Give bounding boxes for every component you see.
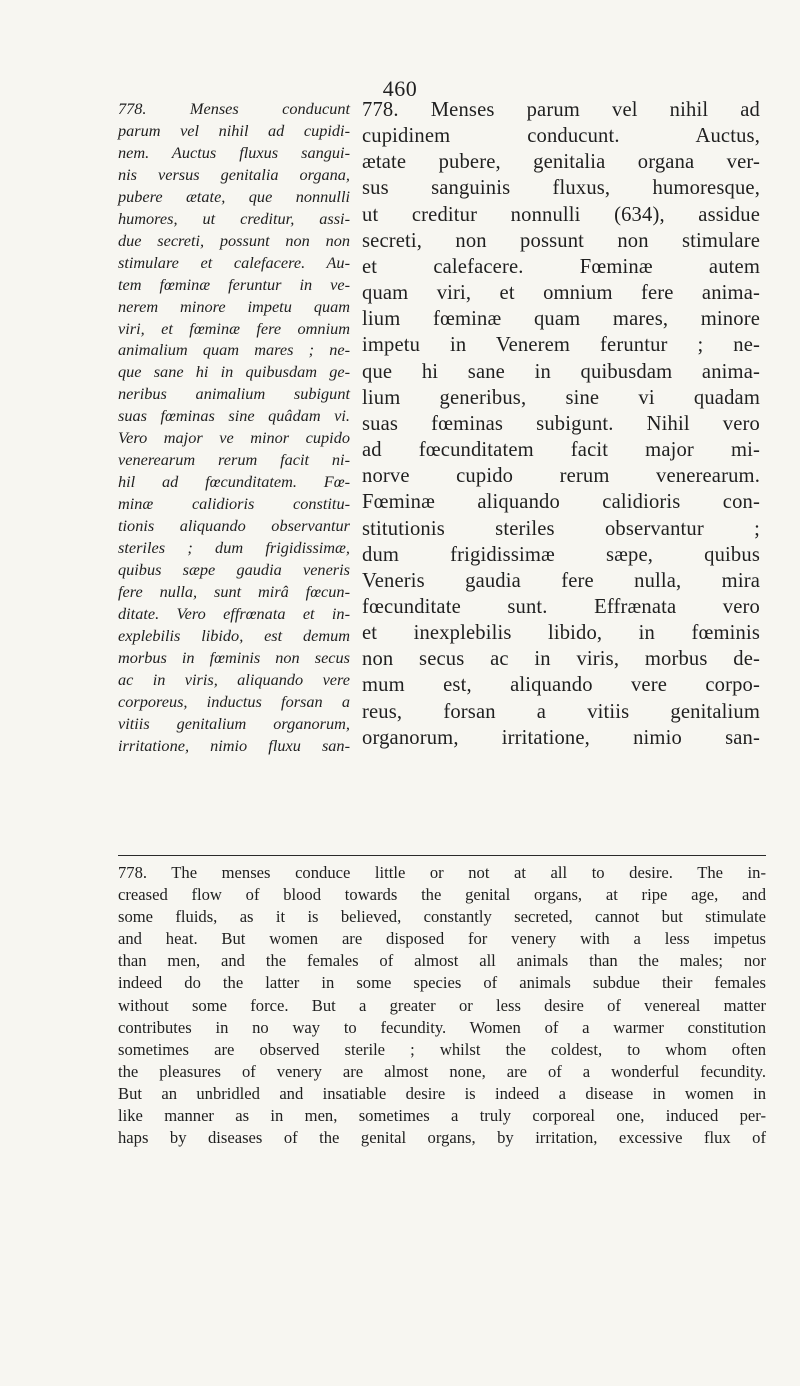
latin-notes-line: ditate. Vero effrœnata et in-: [118, 603, 350, 623]
english-line: But an unbridled and insatiable desire is indeed a disease in women in: [118, 1083, 766, 1103]
latin-notes-line: irritatione, nimio fluxu san-: [118, 735, 350, 755]
latin-text-line: et calefacere. Fœminæ autem: [362, 255, 760, 278]
english-line: haps by diseases of the genital organs, by irritation, excessive flux of: [118, 1128, 766, 1148]
latin-notes-line: nerem minore impetu quam: [118, 296, 350, 316]
latin-text-line: Veneris gaudia fere nulla, mira: [362, 569, 760, 592]
latin-text-line: non secus ac in viris, morbus de-: [362, 648, 760, 671]
latin-text-line: fœcunditate sunt. Effrænata vero: [362, 595, 760, 618]
english-line: sometimes are observed sterile ; whilst the coldest, to whom often: [118, 1039, 766, 1059]
latin-notes-line: neribus animalium subigunt: [118, 384, 350, 404]
english-line: indeed do the latter in some species of animals subdue their females: [118, 973, 766, 993]
english-line: the pleasures of venery are almost none, are of a wonderful fecundity.: [118, 1061, 766, 1081]
latin-notes-line: tionis aliquando observantur: [118, 516, 350, 536]
english-line: without some force. But a greater or less desire of venereal matter: [118, 995, 766, 1015]
latin-text-line: ætate pubere, genitalia organa ver-: [362, 151, 760, 174]
latin-text-line: impetu in Venerem feruntur ; ne-: [362, 334, 760, 357]
latin-text-line: 778. Menses parum vel nihil ad: [362, 99, 760, 121]
latin-text-line: reus, forsan a vitiis genitalium: [362, 700, 760, 723]
latin-text-line: ut creditur nonnulli (634), assidue: [362, 203, 760, 226]
latin-text-line: sus sanguinis fluxus, humoresque,: [362, 177, 760, 200]
latin-text-line: organorum, irritatione, nimio san-: [362, 726, 760, 749]
english-line: 778. The menses conduce little or not at all to desire. The in-: [118, 863, 766, 882]
latin-notes-line: venerearum rerum facit ni-: [118, 450, 350, 470]
latin-notes-line: viri, et fœminæ fere omnium: [118, 318, 350, 338]
latin-notes-line: nem. Auctus fluxus sangui-: [118, 142, 350, 162]
english-line: contributes in no way to fecundity. Women of a warmer constitution: [118, 1017, 766, 1037]
latin-text-line: lium generibus, sine vi quadam: [362, 386, 760, 409]
latin-notes-line: corporeus, inductus forsan a: [118, 691, 350, 711]
latin-text-line: que hi sane in quibusdam anima-: [362, 360, 760, 383]
latin-notes-line: steriles ; dum frigidissimæ,: [118, 538, 350, 558]
latin-text-line: suas fœminas subigunt. Nihil vero: [362, 412, 760, 435]
latin-notes-line: parum vel nihil ad cupidi-: [118, 120, 350, 140]
latin-notes-line: nis versus genitalia organa,: [118, 164, 350, 184]
section-divider: [118, 855, 766, 856]
latin-text-line: mum est, aliquando vere corpo-: [362, 674, 760, 697]
latin-text-line: dum frigidissimæ sæpe, quibus: [362, 543, 760, 566]
latin-notes-line: quibus sæpe gaudia veneris: [118, 560, 350, 580]
latin-notes-line: tem fœminæ feruntur in ve-: [118, 274, 350, 294]
latin-notes-line: Vero major ve minor cupido: [118, 428, 350, 448]
latin-notes-line: fere nulla, sunt mirâ fœcun-: [118, 581, 350, 601]
latin-text-line: lium fœminæ quam mares, minore: [362, 308, 760, 331]
latin-notes-line: animalium quam mares ; ne-: [118, 340, 350, 360]
english-line: like manner as in men, sometimes a truly corporeal one, induced per-: [118, 1106, 766, 1126]
latin-notes-line: morbus in fœminis non secus: [118, 647, 350, 667]
latin-notes-line: hil ad fœcunditatem. Fœ-: [118, 472, 350, 492]
latin-notes-column: [118, 98, 350, 757]
latin-text-line: quam viri, et omnium fere anima-: [362, 282, 760, 305]
latin-notes-line: ac in viris, aliquando vere: [118, 669, 350, 689]
latin-notes-line: due secreti, possunt non non: [118, 230, 350, 250]
latin-text-line: stitutionis steriles observantur ;: [362, 517, 760, 540]
latin-notes-line: humores, ut creditur, assi-: [118, 208, 350, 228]
latin-text-line: ad fœcunditatem facit major mi-: [362, 439, 760, 462]
latin-notes-line: que sane hi in quibusdam ge-: [118, 362, 350, 382]
page-number: 460: [382, 76, 418, 101]
latin-notes-line: 778. Menses conducunt: [118, 99, 350, 118]
latin-text-column: [362, 97, 760, 751]
latin-text-line: Fœminæ aliquando calidioris con-: [362, 491, 760, 514]
english-line: some fluids, as it is believed, constantly secreted, cannot but stimulate: [118, 907, 766, 927]
latin-text-line: cupidinem conducunt. Auctus,: [362, 125, 760, 148]
latin-notes-line: explebilis libido, est demum: [118, 625, 350, 645]
english-line: than men, and the females of almost all animals than the males; nor: [118, 951, 766, 971]
latin-text-line: secreti, non possunt non stimulare: [362, 229, 760, 252]
latin-notes-line: suas fœminas sine quâdam vi.: [118, 406, 350, 426]
latin-notes-line: minæ calidioris constitu-: [118, 494, 350, 514]
latin-text-line: et inexplebilis libido, in fœminis: [362, 622, 760, 645]
english-line: creased flow of blood towards the genital organs, at ripe age, and: [118, 885, 766, 905]
latin-notes-line: vitiis genitalium organorum,: [118, 713, 350, 733]
latin-notes-line: pubere ætate, que nonnulli: [118, 186, 350, 206]
latin-notes-line: stimulare et calefacere. Au-: [118, 252, 350, 272]
latin-text-line: norve cupido rerum venerearum.: [362, 465, 760, 488]
english-translation-block: [118, 862, 766, 1149]
english-line: and heat. But women are disposed for venery with a less impetus: [118, 929, 766, 949]
